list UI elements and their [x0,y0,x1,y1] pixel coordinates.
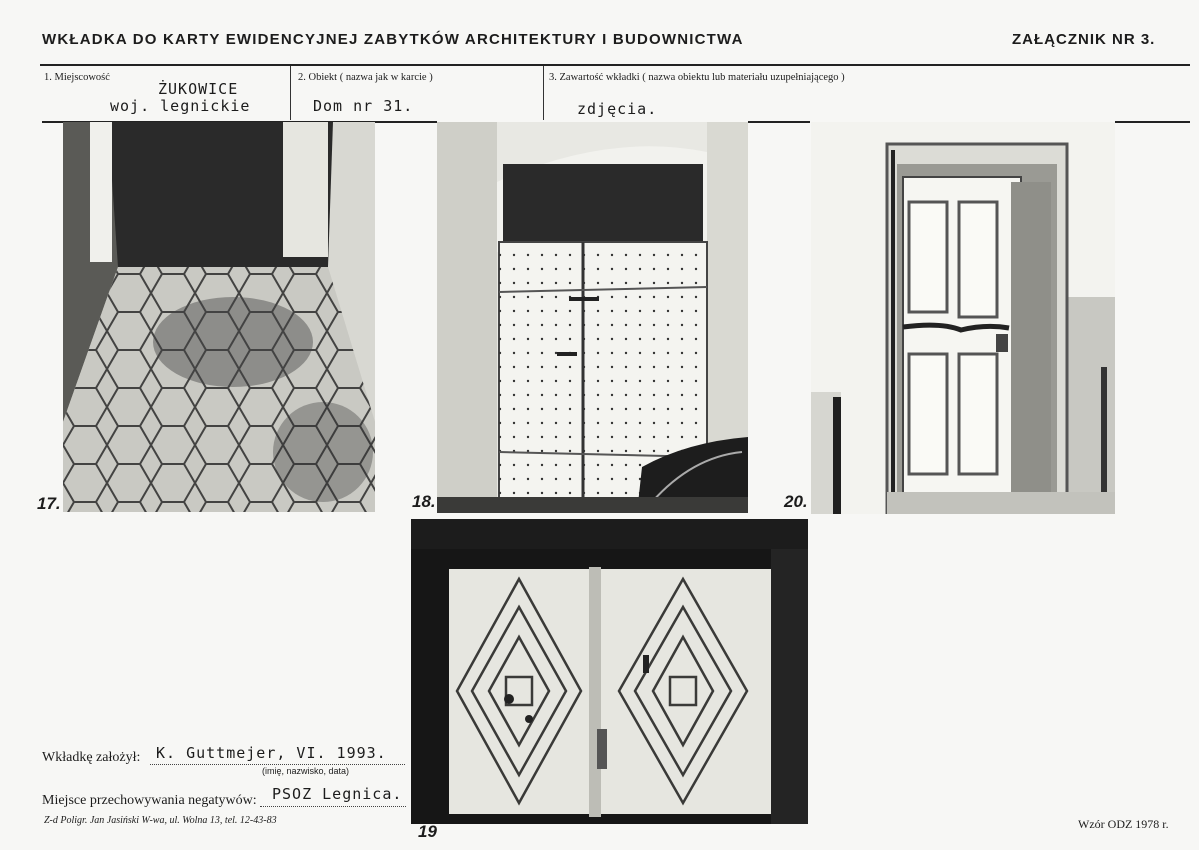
photo-20-panel-door [811,122,1115,514]
field-underline-mid [748,121,810,123]
field-contents-value: zdjęcia. [577,100,658,118]
founded-by-line [150,764,405,765]
negatives-storage-line [260,806,406,807]
founded-by-label: Wkładkę założył: [42,750,141,765]
photo-17-corridor [63,122,375,512]
header-divider [40,64,1190,66]
field-locality-label: 1. Miejscowość [44,72,110,83]
photo-19-number: 19 [418,822,437,841]
photo-19-diamond-door [411,519,808,824]
field-voivodeship-value: woj. legnickie [110,97,251,115]
photo-20-number: 20. [784,492,808,511]
founded-by-hint: (imię, nazwisko, data) [262,766,350,776]
negatives-storage-label: Miejsce przechowywania negatywów: [42,793,257,808]
printer-imprint: Z-d Poligr. Jan Jasiński W-wa, ul. Wolna 13, tel. 12-43-83 [44,815,277,826]
field-contents-label: 3. Zawartość wkładki ( nazwa obiektu lub materiału uzupełniającego ) [549,72,845,83]
field-object-label: 2. Obiekt ( nazwa jak w karcie ) [298,72,433,83]
negatives-storage-value: PSOZ Legnica. [272,785,403,803]
photo-18-number: 18. [412,492,436,511]
field-divider-1 [290,66,291,120]
field-divider-2 [543,66,544,120]
photo-17-number: 17. [37,494,61,513]
photo-18-studded-door [437,122,748,513]
field-locality-value: ŻUKOWICE [158,80,239,98]
annex-number: ZAŁĄCZNIK NR 3. [1012,31,1156,48]
field-object-value: Dom nr 31. [313,97,414,115]
founded-by-value: K. Guttmejer, VI. 1993. [156,744,387,762]
document-title: WKŁADKA DO KARTY EWIDENCYJNEJ ZABYTKÓW ARCHITEKTURY I BUDOWNICTWA [42,31,744,48]
field-underline-right [1115,121,1190,123]
form-pattern-id: Wzór ODZ 1978 r. [1078,817,1169,831]
